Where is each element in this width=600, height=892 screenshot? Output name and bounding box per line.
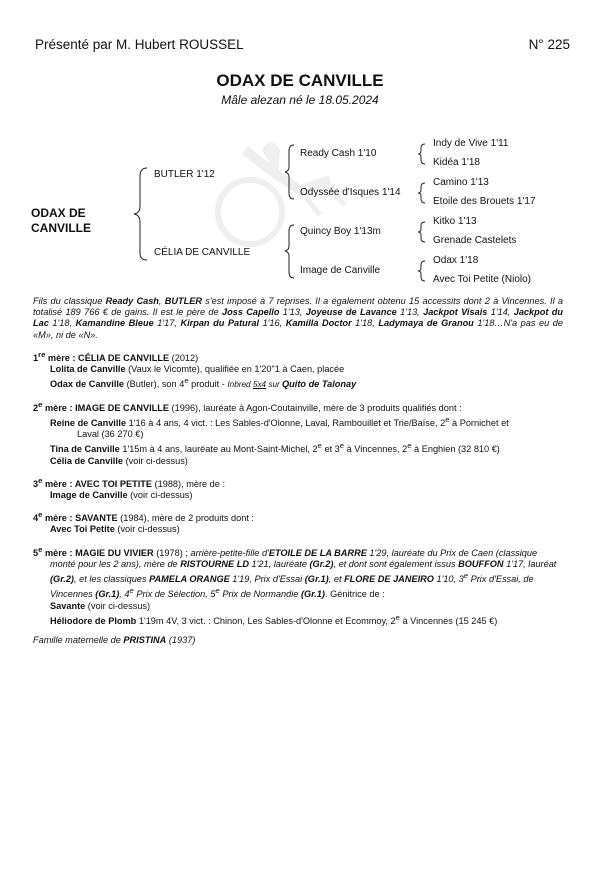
third-dam-section <box>33 475 563 501</box>
pedigree-dam-sire: Quincy Boy 1'13m <box>300 226 381 237</box>
first-dam-heading: 1re mère : CÉLIA DE CANVILLE (2012) <box>33 349 199 363</box>
pedigree-dam: CÉLIA DE CANVILLE <box>154 247 251 258</box>
second-dam-produce-1: Reine de Canville 1'16 à 4 ans, 4 vict. : Les Sables-d'Olonne, Laval, Rambouillet et Trie/Baïse, 2e à Pornichet et <box>50 414 509 428</box>
pedigree-subject <box>31 206 91 236</box>
pedigree-subject-line2: CANVILLE <box>31 221 91 235</box>
pedigree-g3-1: Indy de Vive 1'11 <box>433 138 509 149</box>
pedigree-dam-dam: Image de Canville <box>300 265 381 276</box>
pedigree-sire-dam: Odyssée d'Isques 1'14 <box>300 187 401 198</box>
horse-description: Mâle alezan né le 18.05.2024 <box>221 93 379 107</box>
pedigree-g3-3: Camino 1'13 <box>433 177 489 188</box>
third-dam-produce-1: Image de Canville (voir ci-dessus) <box>50 490 193 501</box>
fourth-dam-section <box>33 509 563 535</box>
fourth-dam-heading: 4e mère : SAVANTE (1984), mère de 2 produits dont : <box>33 510 254 524</box>
pedigree-g3-4: Etoile des Brouets 1'17 <box>433 196 536 207</box>
pedigree-g3-8: Avec Toi Petite (Niolo) <box>433 274 532 285</box>
horse-name-title: ODAX DE CANVILLE <box>216 71 384 90</box>
second-dam-section <box>33 399 563 467</box>
second-dam-produce-3: Célia de Canville (voir ci-dessus) <box>50 455 188 466</box>
fifth-dam-produce-1: Savante (voir ci-dessus) <box>50 600 151 611</box>
third-dam-heading: 3e mère : AVEC TOI PETITE (1988), mère de : <box>33 475 226 489</box>
first-dam-produce-2: Odax de Canville (Butler), son 4e produit - Inbred 5x4 sur Quito de Talonay <box>50 376 357 390</box>
sire-intro-paragraph: Fils du classique Ready Cash, BUTLER s'est imposé à 7 reprises. Il a également obtenu 15 accessits dont 2 à Vincennes. Il a totalisé 189 766 € de gains. Il est le père de Joss Capello 1'13, Joyeuse de Lavance 1'13, Jackpot Visais 1'14, Jackpot du Lac 1'18, Kamandine Bleue 1'17, Kirpan du Patural 1'16, Kamilla Doctor 1'18, Ladymaya de Granou 1'18…N'a pas eu de «M», ni de «N». <box>33 296 564 340</box>
fourth-dam-produce-1: Avec Toi Petite (voir ci-dessus) <box>50 524 180 535</box>
catalogue-body <box>33 296 563 646</box>
second-dam-produce-2: Tina de Canville 1'15m à 4 ans, lauréate au Mont-Saint-Michel, 2e et 3e à Vincennes, 2e à Enghien (32 810 €) <box>50 441 500 455</box>
fifth-dam-section <box>33 544 563 627</box>
presenter-line: Présenté par M. Hubert ROUSSEL <box>35 37 244 52</box>
pedigree-g3-6: Grenade Castelets <box>433 235 517 246</box>
maternal-family-line: Famille maternelle de PRISTINA (1937) <box>33 635 196 646</box>
pedigree-g3-2: Kidéa 1'18 <box>433 157 480 168</box>
fifth-dam-heading: 5e mère : MAGIE DU VIVIER (1978) ; arrière-petite-fille d'ETOILE DE LA BARRE 1'29, lauréate du Prix de Caen (classique monté pour les 2 ans), mère de RISTOURNE LD 1'21, lauréate (Gr.2), et dont sont également issus BOUFFON 1'17, lauréat (Gr.2), et les classiques PAMELA ORANGE 1'19, Prix d'Essai (Gr.1), et FLORE DE JANEIRO 1'10, 3e Prix d'Essai, de Vincennes (Gr.1), 4e Prix de Sélection, 5e Prix de Normandie (Gr.1). Génitrice de : <box>33 544 557 600</box>
second-dam-produce-1-cont: Laval (36 270 €) <box>77 429 144 440</box>
pedigree-g3-5: Kitko 1'13 <box>433 216 477 227</box>
pedigree-g3-7: Odax 1'18 <box>433 255 479 266</box>
pedigree-sire: BUTLER 1'12 <box>154 169 215 180</box>
fifth-dam-produce-2: Héliodore de Plomb 1'19m 4V, 3 vict. : Chinon, Les Sables-d'Olonne et Ecommoy, 2e à Vincennes (15 245 €) <box>50 612 498 626</box>
lot-number: N° 225 <box>528 37 570 52</box>
second-dam-heading: 2e mère : IMAGE DE CANVILLE (1996), lauréate à Agon-Coutainville, mère de 3 produits qualifiés dont : <box>33 399 462 413</box>
pedigree-sire-sire: Ready Cash 1'10 <box>300 148 377 159</box>
first-dam-section <box>33 349 563 391</box>
first-dam-produce-1: Lolita de Canville (Vaux le Vicomte), qualifiée en 1'20"1 à Caen, placée <box>50 364 345 375</box>
pedigree-subject-line1: ODAX DE <box>31 206 86 220</box>
